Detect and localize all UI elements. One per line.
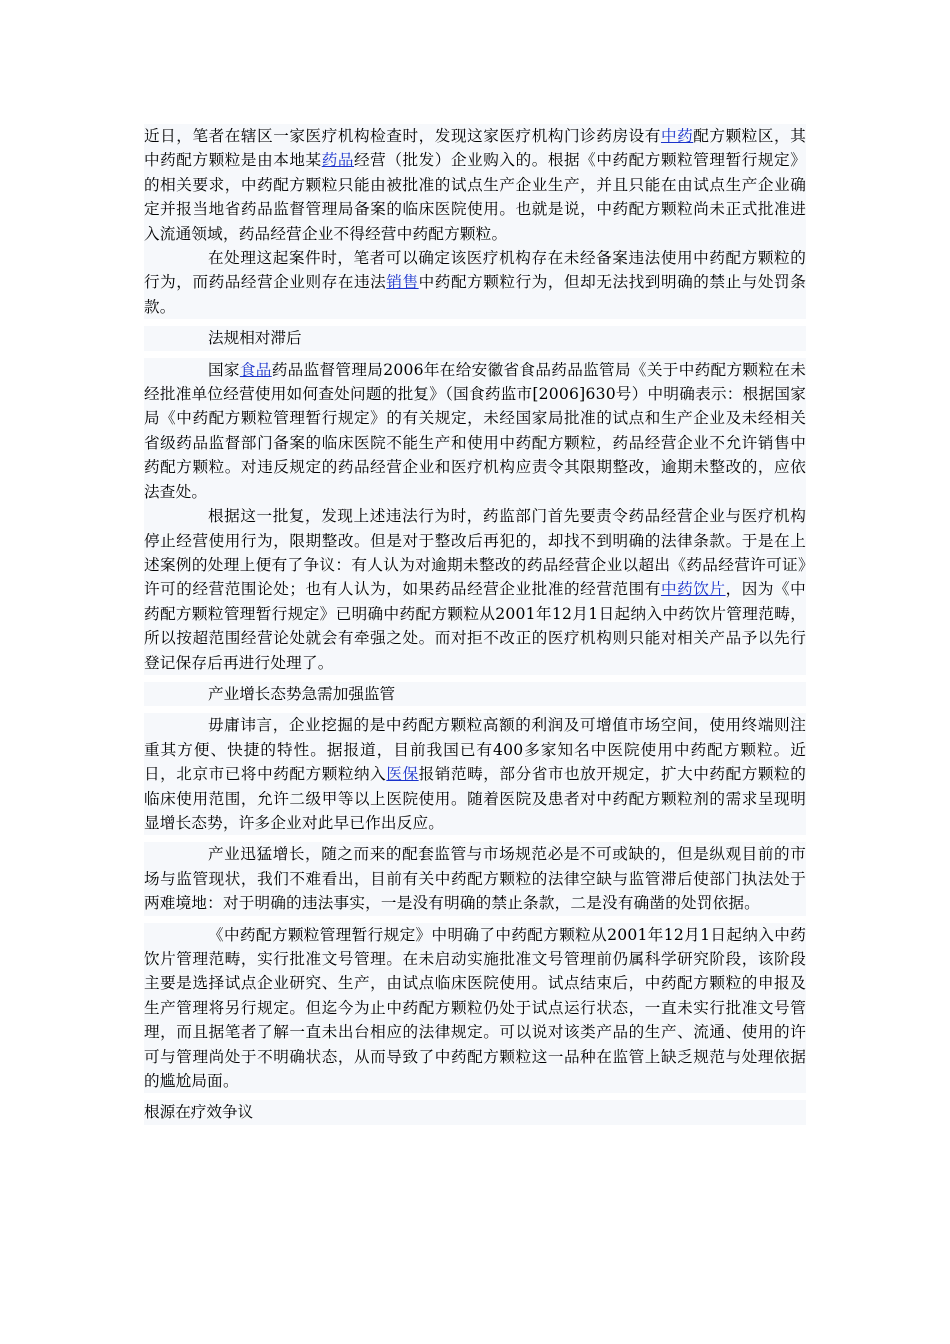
link-yaopin[interactable]: 药品 — [321, 151, 355, 170]
paragraph-case: 在处理这起案件时，笔者可以确定该医疗机构存在未经备案违法使用中药配方颗粒的行为，而药品经营企业则存在违法销售中药配方颗粒行为，但却无法找到明确的禁止与处罚条款。 — [144, 249, 806, 316]
section-heading-efficacy: 根源在疗效争议 — [144, 1103, 254, 1122]
section-heading-industry: 产业增长态势急需加强监管 — [208, 684, 396, 703]
paragraph-supervision: 产业迅猛增长，随之而来的配套监管与市场规范必是不可或缺的，但是纵观目前的市场与监管现状，我们不难看出，目前有关中药配方颗粒的法律空缺与监管滞后使部门执法处于两难境地：对于明确的违法事实，一是没有明确的禁止条款，二是没有确凿的处罚依据。 — [144, 845, 806, 913]
paragraph-block-3 — [144, 713, 806, 835]
paragraph-block-1 — [144, 124, 806, 319]
paragraph-intro: 近日，笔者在辖区一家医疗机构检查时，发现这家医疗机构门诊药房设有中药配方颗粒区，其中药配方颗粒是由本地某药品经营（批发）企业购入的。根据《中药配方颗粒管理暂行规定》的相关要求，中药配方颗粒只能由被批准的试点生产企业生产，并且只能在由试点生产企业确定并报当地省药品监督管理局备案的临床医院使用。也就是说，中药配方颗粒尚未正式批准进入流通领域，药品经营企业不得经营中药配方颗粒。 — [144, 127, 806, 243]
paragraph-block-4 — [144, 842, 806, 915]
paragraph-dispute: 根据这一批复，发现上述违法行为时，药监部门首先要责令药品经营企业与医疗机构停止经营使用行为，限期整改。但是对于整改后再犯的，却找不到明确的法律条款。于是在上述案例的处理上便有了争议：有人认为对逾期未整改的药品经营企业以超出《药品经营许可证》许可的经营范围论处；也有人认为，如果药品经营企业批准的经营范围有中药饮片，因为《中药配方颗粒管理暂行规定》已明确中药配方颗粒从2001年12月1日起纳入中药饮片管理范畴，所以按超范围经营论处就会有牵强之处。而对拒不改正的医疗机构则只能对相关产品予以先行登记保存后再进行处理了。 — [144, 507, 806, 672]
section-heading-regulation: 法规相对滞后 — [208, 329, 302, 348]
paragraph-block-2 — [144, 358, 806, 675]
paragraph-regulation-status: 《中药配方颗粒管理暂行规定》中明确了中药配方颗粒从2001年12月1日起纳入中药饮片管理范畴，实行批准文号管理。在未启动实施批准文号管理前仍属科学研究阶段，该阶段主要是选择试点企业研究、生产，由试点临床医院使用。试点结束后，中药配方颗粒的申报及生产管理将另行规定。但迄今为止中药配方颗粒仍处于试点运行状态，一直未实行批准文号管理，而且据笔者了解一直未出台相应的法律规定。可以说对该类产品的生产、流通、使用的许可与管理尚处于不明确状态，从而导致了中药配方颗粒这一品种在监管上缺乏规范与处理依据的尴尬局面。 — [144, 925, 806, 1091]
link-yibao[interactable]: 医保 — [386, 765, 419, 784]
link-shipin[interactable]: 食品 — [239, 360, 272, 379]
link-zhongyao-yinpian[interactable]: 中药饮片 — [660, 580, 726, 599]
heading-block-1 — [144, 326, 806, 350]
paragraph-market: 毋庸讳言，企业挖掘的是中药配方颗粒高额的利润及可增值市场空间，使用终端则注重其方便、快捷的特性。据报道，目前我国已有400多家知名中医院使用中药配方颗粒。近日，北京市已将中药配方颗粒纳入医保报销范畴，部分省市也放开规定，扩大中药配方颗粒的临床使用范围，允许二级甲等以上医院使用。随着医院及患者对中药配方颗粒剂的需求呈现明显增长态势，许多企业对此早已作出反应。 — [144, 716, 806, 832]
heading-block-2 — [144, 682, 806, 706]
paragraph-approval: 国家食品药品监督管理局2006年在给安徽省食品药品监管局《关于中药配方颗粒在未经批准单位经营使用如何查处问题的批复》（国食药监市[2006]630号）中明确表示：根据国家局《中药配方颗粒管理暂行规定》的有关规定，未经国家局批准的试点和生产企业及未经相关省级药品监督部门备案的临床医院不能生产和使用中药配方颗粒，药品经营企业不允许销售中药配方颗粒。对违反规定的药品经营企业和医疗机构应责令其限期整改，逾期未整改的，应依法查处。 — [144, 360, 806, 501]
article-body — [144, 124, 806, 1125]
heading-block-3 — [144, 1100, 806, 1124]
link-zhongyao[interactable]: 中药 — [660, 127, 694, 145]
paragraph-block-5 — [144, 923, 806, 1094]
link-xiaoshou[interactable]: 销售 — [386, 273, 419, 292]
